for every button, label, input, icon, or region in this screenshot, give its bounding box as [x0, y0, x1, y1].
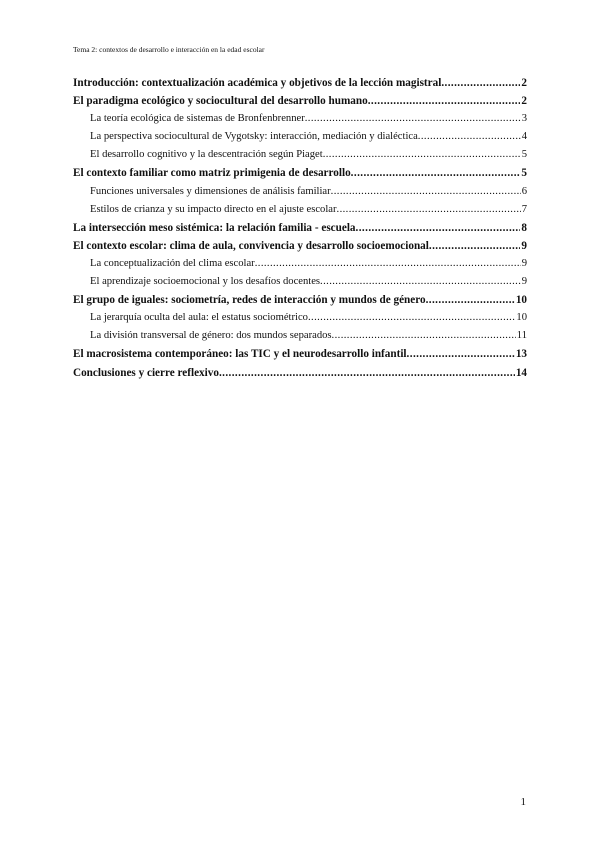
toc-entry-chapter[interactable] [73, 345, 527, 363]
toc-dot-leader [426, 291, 515, 309]
toc-entry-page-number[interactable]: 9 [521, 257, 527, 269]
toc-entry-title[interactable]: Estilos de crianza y su impacto directo en el ajuste escolar [90, 203, 337, 215]
toc-entry-section[interactable] [73, 146, 527, 164]
toc-entry-title[interactable]: El aprendizaje socioemocional y los desafíos docentes [90, 276, 321, 288]
toc-entry-section[interactable] [73, 110, 527, 128]
toc-dot-leader [219, 364, 515, 382]
toc-dot-leader [429, 237, 521, 255]
toc-entry-page-number[interactable]: 11 [516, 330, 527, 342]
toc-dot-leader [320, 273, 521, 291]
toc-entry-section[interactable] [73, 309, 527, 327]
toc-entry-section[interactable] [73, 273, 527, 291]
toc-entry-title[interactable]: La división transversal de género: dos mundos separados [90, 330, 332, 342]
toc-entry-chapter[interactable] [73, 164, 527, 182]
toc-entry-page-number[interactable]: 9 [521, 239, 527, 252]
toc-entry-title[interactable]: El macrosistema contemporáneo: las TIC y el neurodesarrollo infantil [73, 348, 407, 361]
toc-entry-page-number[interactable]: 3 [521, 113, 527, 125]
toc-entry-page-number[interactable]: 5 [521, 167, 527, 180]
toc-entry-title[interactable]: La perspectiva sociocultural de Vygotsky: interacción, mediación y dialéctica [90, 131, 418, 143]
toc-dot-leader [332, 327, 516, 345]
toc-entry-title[interactable]: El paradigma ecológico y sociocultural del desarrollo humano [73, 95, 368, 108]
toc-entry-page-number[interactable]: 7 [521, 203, 527, 215]
toc-entry-page-number[interactable]: 2 [521, 95, 527, 108]
toc-entry-title[interactable]: Introducción: contextualización académica y objetivos de la lección magistral [73, 77, 442, 89]
toc-entry-title[interactable]: El contexto familiar como matriz primigenia de desarrollo [73, 167, 351, 180]
toc-dot-leader [356, 219, 521, 237]
toc-entry-chapter[interactable] [73, 237, 527, 255]
toc-dot-leader [368, 92, 521, 110]
toc-entry-section[interactable] [73, 183, 527, 201]
toc-entry-page-number[interactable]: 4 [521, 131, 527, 143]
toc-dot-leader [331, 183, 521, 201]
toc-dot-leader [337, 201, 521, 219]
toc-entry-page-number[interactable]: 10 [516, 312, 527, 324]
toc-entry-page-number[interactable]: 5 [521, 149, 527, 161]
toc-entry-chapter[interactable] [73, 219, 527, 237]
toc-entry-title[interactable]: El grupo de iguales: sociometría, redes de interacción y mundos de género [73, 294, 426, 307]
toc-dot-leader [255, 255, 521, 273]
toc-entry-page-number[interactable]: 13 [515, 348, 527, 361]
toc-dot-leader [351, 164, 521, 182]
toc-entry-title[interactable]: La teoría ecológica de sistemas de Bronfenbrenner [90, 113, 305, 125]
toc-entry-page-number[interactable]: 14 [515, 366, 527, 379]
toc-entry-page-number[interactable]: 6 [521, 185, 527, 197]
toc-dot-leader [305, 110, 521, 128]
toc-entry-page-number[interactable]: 9 [521, 276, 527, 288]
toc-entry-page-number[interactable]: 2 [521, 77, 527, 89]
toc-entry-section[interactable] [73, 128, 527, 146]
toc-entry-page-number[interactable]: 8 [521, 221, 527, 234]
toc-entry-title[interactable]: La intersección meso sistémica: la relación familia - escuela [73, 221, 356, 234]
running-header: Tema 2: contextos de desarrollo e interacción en la edad escolar [73, 45, 265, 54]
toc-dot-leader [308, 309, 515, 327]
toc-entry-chapter[interactable] [73, 74, 527, 92]
toc-entry-title[interactable]: El desarrollo cognitivo y la descentración según Piaget [90, 149, 323, 161]
toc-entry-section[interactable] [73, 327, 527, 345]
toc-entry-title[interactable]: La conceptualización del clima escolar [90, 257, 255, 269]
toc-entry-chapter[interactable] [73, 92, 527, 110]
toc-dot-leader [418, 128, 521, 146]
table-of-contents [73, 74, 527, 382]
toc-dot-leader [323, 146, 521, 164]
toc-dot-leader [407, 345, 515, 363]
toc-entry-title[interactable]: El contexto escolar: clima de aula, convivencia y desarrollo socioemocional [73, 239, 429, 252]
toc-entry-title[interactable]: Funciones universales y dimensiones de análisis familiar [90, 185, 331, 197]
toc-entry-chapter[interactable] [73, 291, 527, 309]
toc-entry-page-number[interactable]: 10 [515, 294, 527, 307]
toc-entry-chapter[interactable] [73, 364, 527, 382]
toc-entry-section[interactable] [73, 255, 527, 273]
toc-entry-title[interactable]: La jerarquía oculta del aula: el estatus sociométrico [90, 312, 308, 324]
toc-entry-section[interactable] [73, 201, 527, 219]
toc-entry-title[interactable]: Conclusiones y cierre reflexivo [73, 366, 219, 379]
page-number: 1 [520, 796, 526, 808]
toc-dot-leader [441, 74, 520, 92]
